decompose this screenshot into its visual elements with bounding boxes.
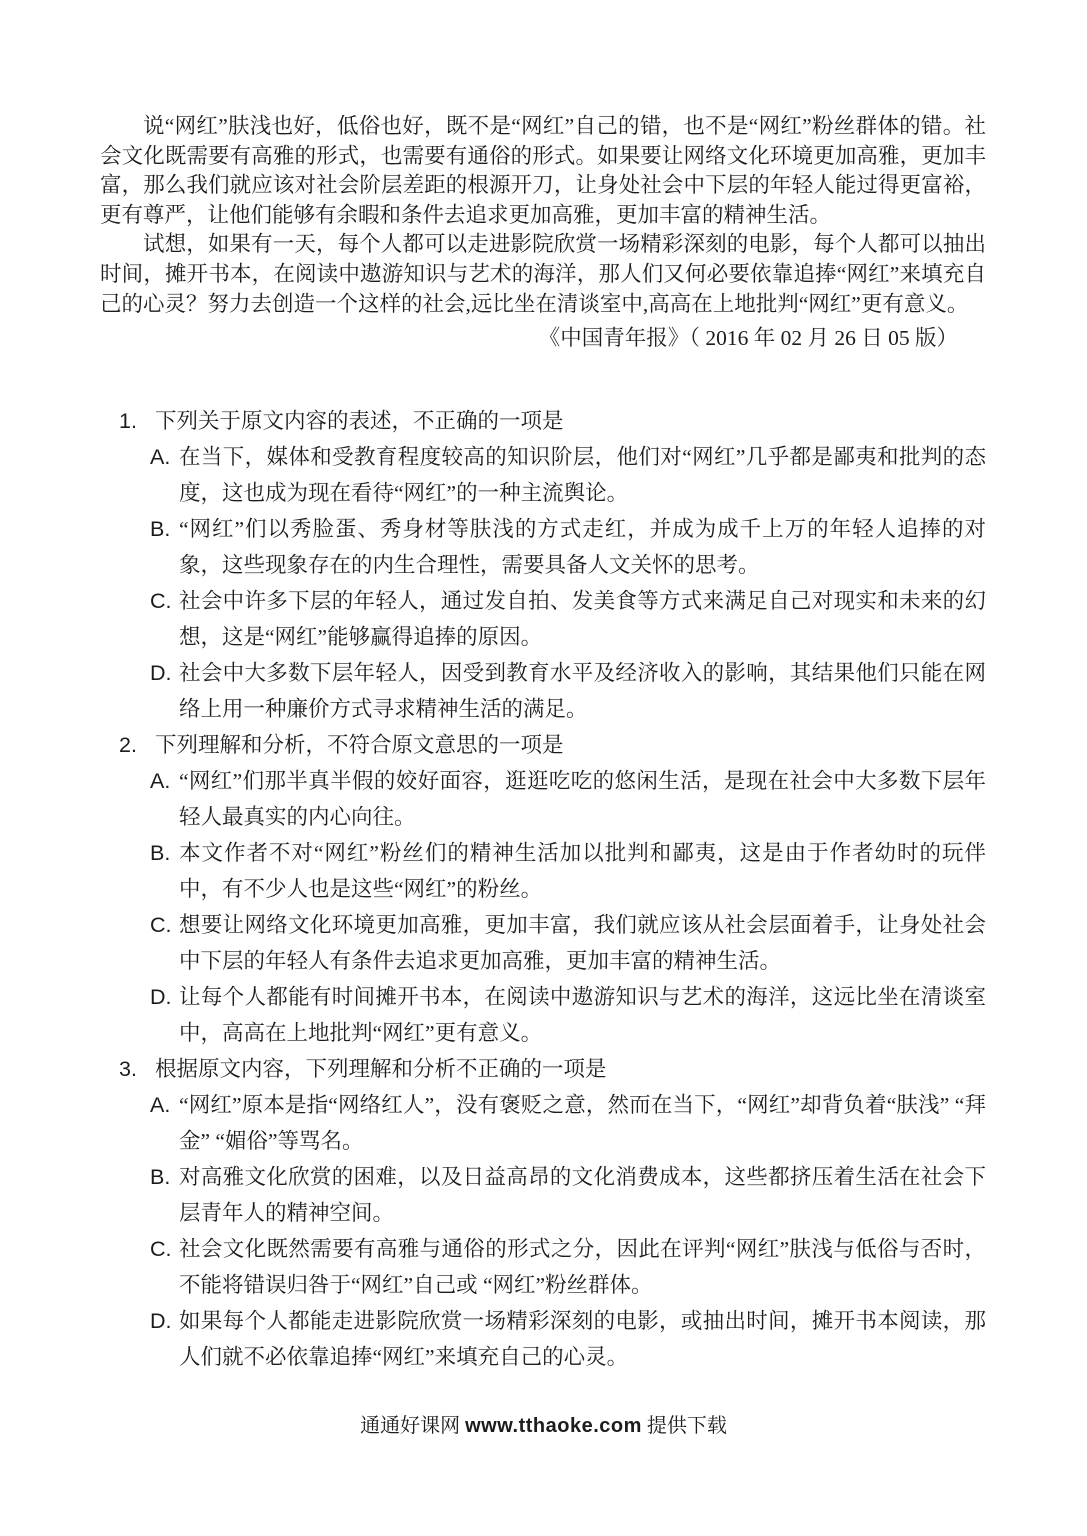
option-text: 社会文化既然需要有高雅与通俗的形式之分，因此在评判“网红”肤浅与低俗与否时，不能将错误归咎于“网红”自己或 “网红”粉丝群体。: [179, 1236, 986, 1297]
option-text: 让每个人都能有时间摊开书本，在阅读中遨游知识与艺术的海洋，这远比坐在清谈室中，高高在上地批判“网红”更有意义。: [179, 984, 986, 1045]
option-text: 社会中许多下层的年轻人，通过发自拍、发美食等方式来满足自己对现实和未来的幻想，这是“网红”能够赢得追捧的原因。: [179, 588, 986, 649]
footer-site-name: 通通好课网: [360, 1415, 461, 1437]
passage-source-citation: 《中国青年报》（ 2016 年 02 月 26 日 05 版）: [538, 326, 958, 351]
question-2-number: 2.: [119, 732, 137, 757]
question-1-number: 1.: [119, 408, 137, 433]
passage-paragraph-1: 说“网红”肤浅也好，低俗也好，既不是“网红”自己的错，也不是“网红”粉丝群体的错。社会文化既需要有高雅的形式，也需要有通俗的形式。如果要让网络文化环境更加高雅，更加丰富，那么我们就应该对社会阶层差距的根源开刀，让身处社会中下层的年轻人能过得更富裕，更有尊严，让他们能够有余暇和条件去追求更加高雅，更加丰富的精神生活。: [100, 114, 986, 227]
option-label: C.: [150, 1236, 172, 1261]
page-content: [100, 112, 986, 1375]
option-label: C.: [150, 588, 172, 613]
question-1-option-c: [100, 583, 986, 655]
option-label: C.: [150, 912, 172, 937]
option-text: 本文作者不对“网红”粉丝们的精神生活加以批判和鄙夷，这是由于作者幼时的玩伴中，有不少人也是这些“网红”的粉丝。: [179, 840, 986, 901]
option-label: A.: [150, 444, 171, 469]
option-label: D.: [150, 984, 172, 1009]
question-1-stem-row: [100, 403, 986, 439]
option-text: 想要让网络文化环境更加高雅，更加丰富，我们就应该从社会层面着手，让身处社会中下层的年轻人有条件去追求更加高雅，更加丰富的精神生活。: [179, 912, 986, 973]
question-1: [100, 403, 986, 727]
option-label: B.: [150, 516, 171, 541]
question-2-option-c: [100, 907, 986, 979]
questions-section: [100, 403, 986, 1375]
option-text: 如果每个人都能走进影院欣赏一场精彩深刻的电影，或抽出时间，摊开书本阅读，那人们就不必依靠追捧“网红”来填充自己的心灵。: [179, 1308, 986, 1369]
question-1-option-a: [100, 439, 986, 511]
option-label: A.: [150, 768, 171, 793]
question-1-stem: 下列关于原文内容的表述，不正确的一项是: [155, 408, 564, 433]
reading-passage: [100, 112, 986, 354]
question-3-option-b: [100, 1159, 986, 1231]
option-text: “网红”原本是指“网络红人”，没有褒贬之意，然而在当下，“网红”却背负着“肤浅” “拜金” “媚俗”等骂名。: [179, 1092, 986, 1153]
passage-paragraph-2: 试想，如果有一天，每个人都可以走进影院欣赏一场精彩深刻的电影，每个人都可以抽出时间，摊开书本，在阅读中遨游知识与艺术的海洋，那人们又何必要依靠追捧“网红”来填充自己的心灵？努力去创造一个这样的社会,远比坐在清谈室中,高高在上地批判“网红”更有意义。: [100, 232, 986, 316]
question-3-option-a: [100, 1087, 986, 1159]
option-text: 在当下，媒体和受教育程度较高的知识阶层，他们对“网红”几乎都是鄙夷和批判的态度，这也成为现在看待“网红”的一种主流舆论。: [179, 444, 986, 505]
question-3-number: 3.: [119, 1056, 137, 1081]
option-label: B.: [150, 840, 171, 865]
footer-site-url: www.tthaoke.com: [465, 1415, 642, 1437]
option-text: 社会中大多数下层年轻人，因受到教育水平及经济收入的影响，其结果他们只能在网络上用一种廉价方式寻求精神生活的满足。: [179, 660, 986, 721]
option-label: A.: [150, 1092, 171, 1117]
question-2-option-d: [100, 979, 986, 1051]
option-text: “网红”们以秀脸蛋、秀身材等肤浅的方式走红，并成为成千上万的年轻人追捧的对象，这些现象存在的内生合理性，需要具备人文关怀的思考。: [179, 516, 986, 577]
question-3-stem: 根据原文内容，下列理解和分析不正确的一项是: [155, 1056, 607, 1081]
option-label: D.: [150, 1308, 172, 1333]
question-1-option-d: [100, 655, 986, 727]
question-2-stem-row: [100, 727, 986, 763]
option-text: “网红”们那半真半假的姣好面容，逛逛吃吃的悠闲生活，是现在社会中大多数下层年轻人最真实的内心向往。: [179, 768, 986, 829]
page-footer: [0, 1412, 1087, 1440]
question-3-stem-row: [100, 1051, 986, 1087]
question-1-option-b: [100, 511, 986, 583]
question-2-stem: 下列理解和分析，不符合原文意思的一项是: [155, 732, 564, 757]
option-label: B.: [150, 1164, 171, 1189]
question-2: [100, 727, 986, 1051]
option-text: 对高雅文化欣赏的困难，以及日益高昂的文化消费成本，这些都挤压着生活在社会下层青年人的精神空间。: [179, 1164, 986, 1225]
question-2-option-b: [100, 835, 986, 907]
question-3-option-c: [100, 1231, 986, 1303]
option-label: D.: [150, 660, 172, 685]
question-3-option-d: [100, 1303, 986, 1375]
footer-suffix: 提供下载: [646, 1415, 727, 1437]
question-2-option-a: [100, 763, 986, 835]
question-3: [100, 1051, 986, 1375]
